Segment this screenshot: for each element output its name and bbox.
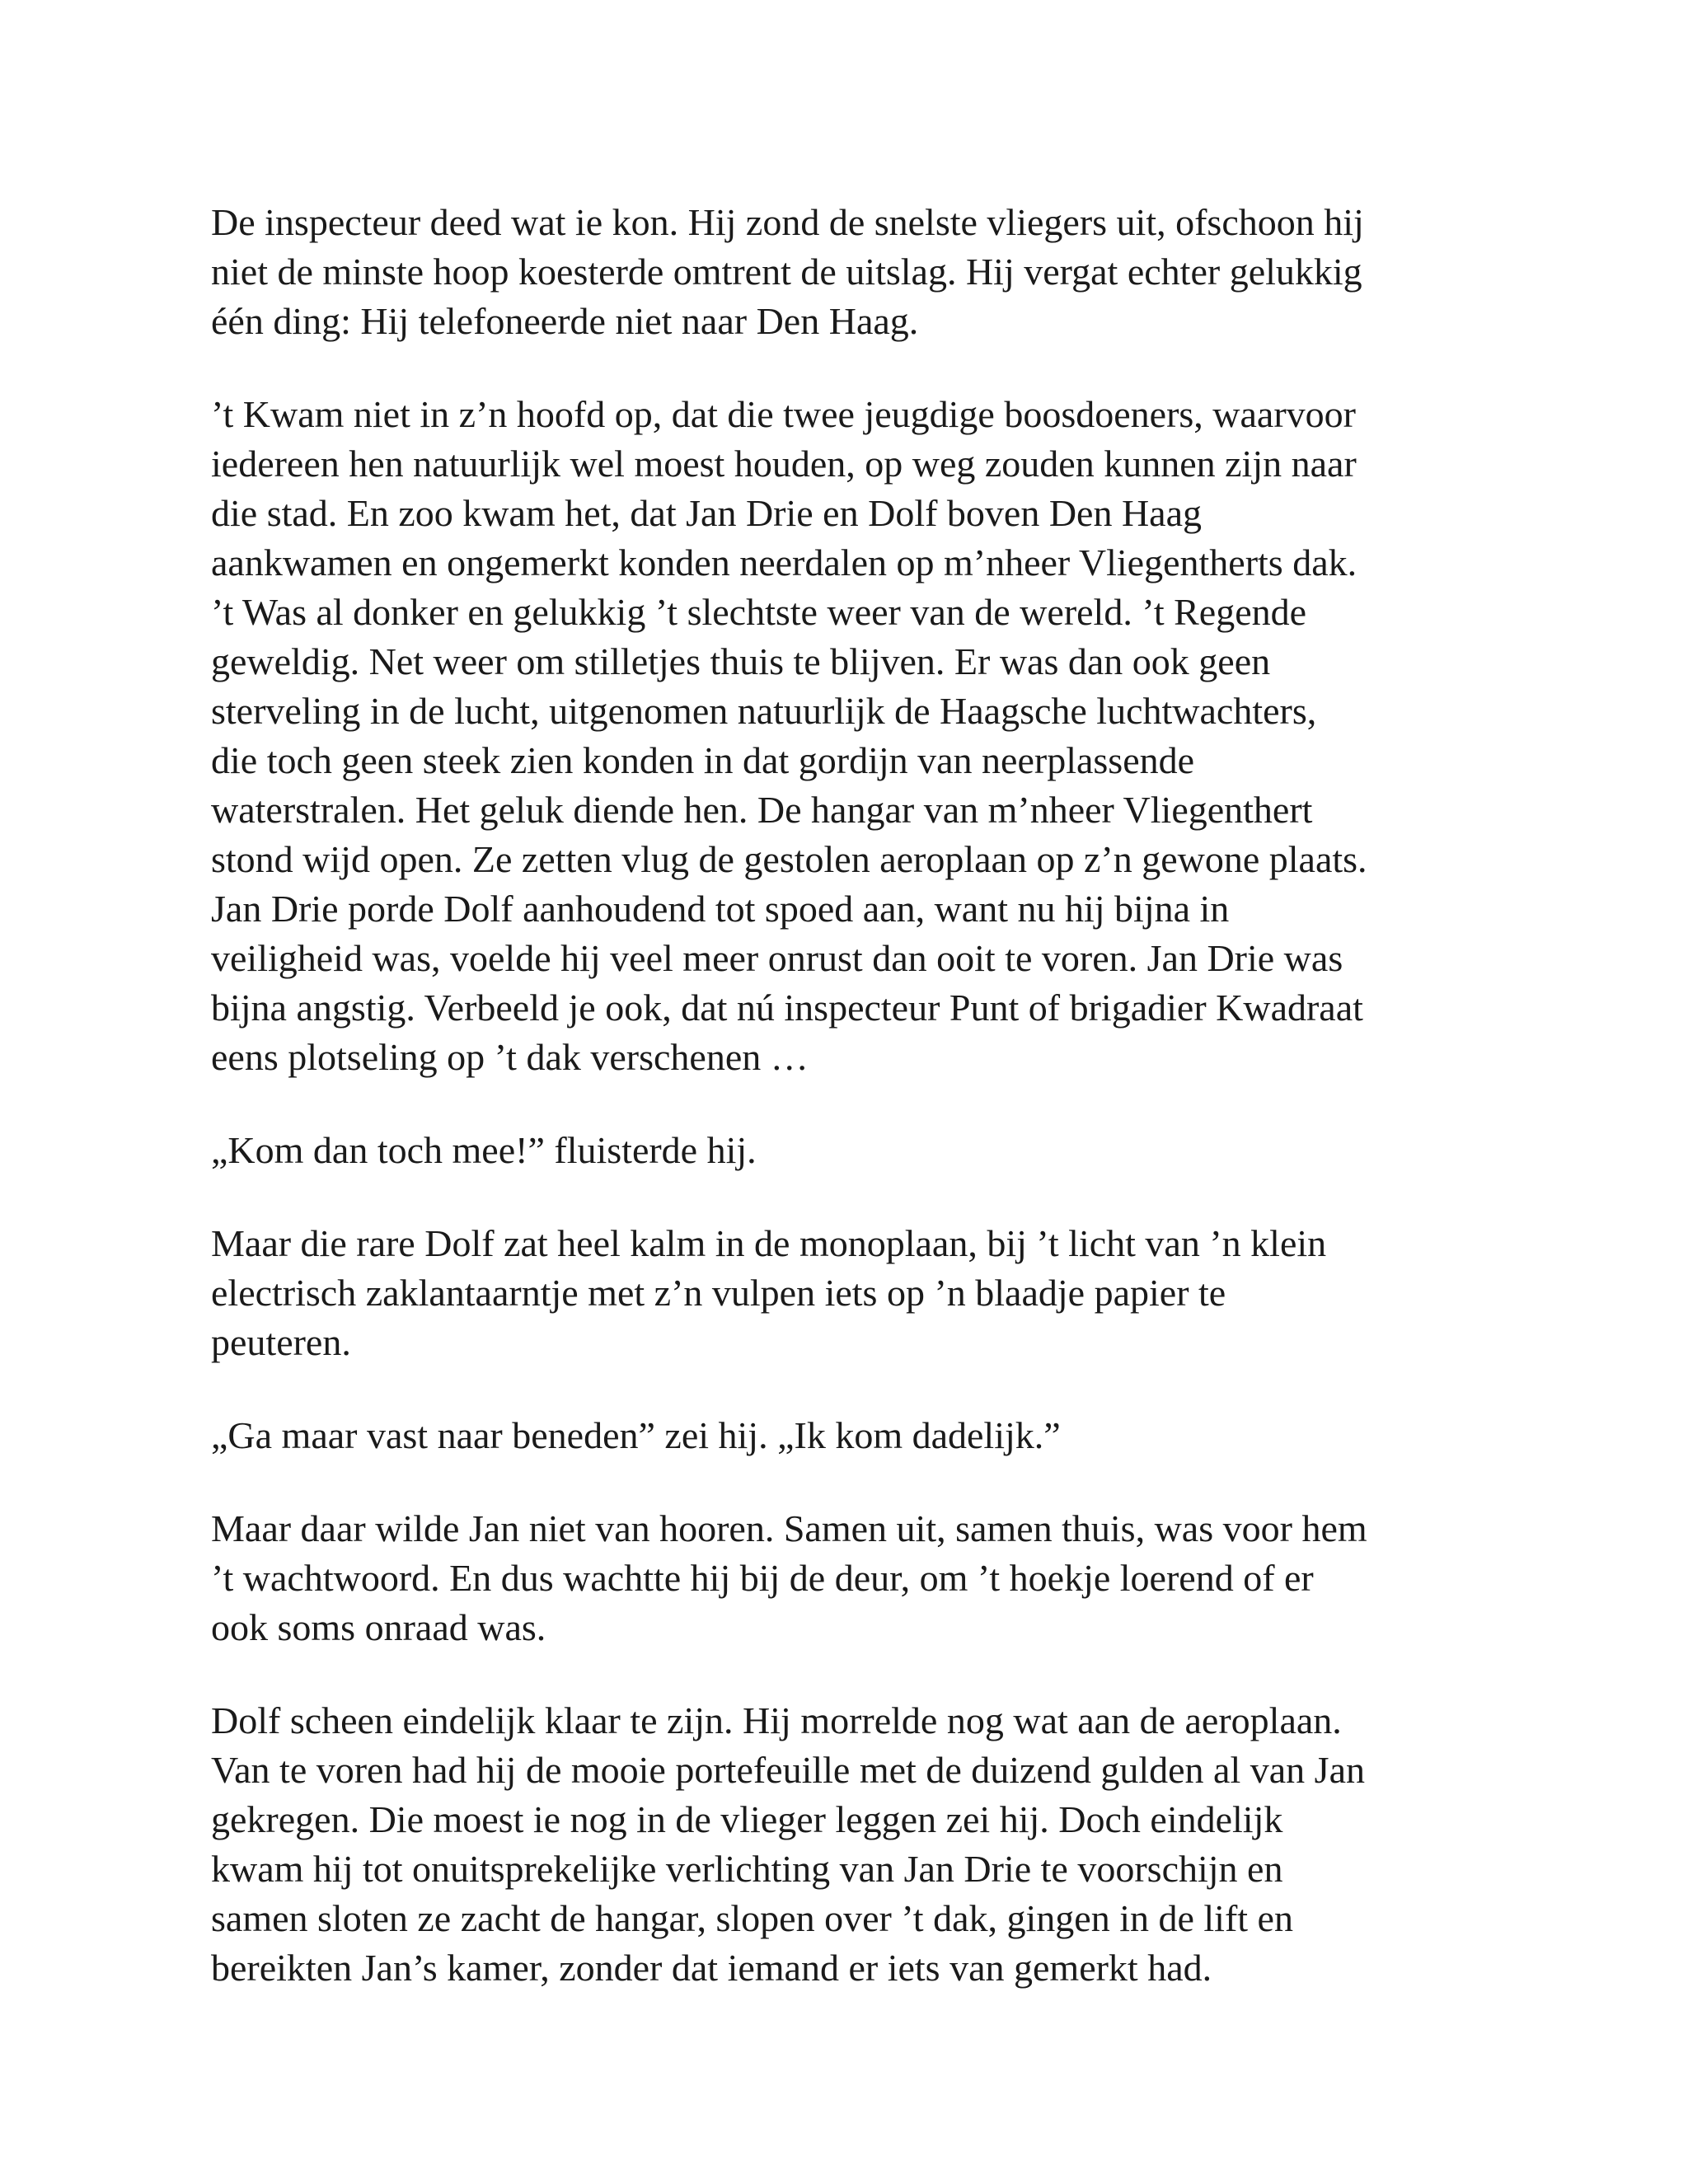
- text-line: stond wijd open. Ze zetten vlug de gestolen aeroplaan op z’n gewone plaats.: [211, 838, 1367, 880]
- text-line: ’t Kwam niet in z’n hoofd op, dat die twee jeugdige boosdoeners, waarvoor: [211, 393, 1356, 435]
- text-line: kwam hij tot onuitsprekelijke verlichting van Jan Drie te voorschijn en: [211, 1848, 1283, 1890]
- text-line: sterveling in de lucht, uitgenomen natuurlijk de Haagsche luchtwachters,: [211, 690, 1317, 732]
- text-line: „Ga maar vast naar beneden” zei hij. „Ik kom dadelijk.”: [211, 1414, 1061, 1456]
- text-line: Maar die rare Dolf zat heel kalm in de monoplaan, bij ’t licht van ’n klein: [211, 1222, 1327, 1264]
- text-line: peuteren.: [211, 1321, 351, 1363]
- paragraph-5: [211, 1411, 1480, 1460]
- text-line: samen sloten ze zacht de hangar, slopen over ’t dak, gingen in de lift en: [211, 1897, 1293, 1939]
- text-line: Dolf scheen eindelijk klaar te zijn. Hij morrelde nog wat aan de aeroplaan.: [211, 1699, 1342, 1741]
- paragraph-4: [211, 1219, 1480, 1367]
- text-line: De inspecteur deed wat ie kon. Hij zond de snelste vliegers uit, ofschoon hij: [211, 201, 1364, 243]
- text-line: geweldig. Net weer om stilletjes thuis te blijven. Er was dan ook geen: [211, 640, 1271, 682]
- text-line: Jan Drie porde Dolf aanhoudend tot spoed aan, want nu hij bijna in: [211, 888, 1230, 930]
- text-line: één ding: Hij telefoneerde niet naar Den Haag.: [211, 300, 919, 342]
- text-line: waterstralen. Het geluk diende hen. De hangar van m’nheer Vliegenthert: [211, 789, 1313, 831]
- text-line: die toch geen steek zien konden in dat gordijn van neerplassende: [211, 739, 1195, 781]
- text-line: electrisch zaklantaarntje met z’n vulpen iets op ’n blaadje papier te: [211, 1272, 1226, 1314]
- text-line: veiligheid was, voelde hij veel meer onrust dan ooit te voren. Jan Drie was: [211, 937, 1343, 979]
- text-line: iedereen hen natuurlijk wel moest houden, op weg zouden kunnen zijn naar: [211, 443, 1357, 485]
- text-line: ’t wachtwoord. En dus wachtte hij bij de deur, om ’t hoekje loerend of er: [211, 1557, 1314, 1599]
- paragraph-3: [211, 1126, 1480, 1175]
- text-line: bereikten Jan’s kamer, zonder dat iemand er iets van gemerkt had.: [211, 1947, 1212, 1989]
- text-line: ’t Was al donker en gelukkig ’t slechtste weer van de wereld. ’t Regende: [211, 591, 1307, 633]
- text-line: aankwamen en ongemerkt konden neerdalen op m’nheer Vliegentherts dak.: [211, 541, 1357, 583]
- text-line: niet de minste hoop koesterde omtrent de uitslag. Hij vergat echter gelukkig: [211, 251, 1362, 293]
- text-line: eens plotseling op ’t dak verschenen …: [211, 1036, 809, 1078]
- text-line: bijna angstig. Verbeeld je ook, dat nú inspecteur Punt of brigadier Kwadraat: [211, 987, 1363, 1029]
- text-line: ook soms onraad was.: [211, 1606, 546, 1648]
- paragraph-2: [211, 390, 1480, 1082]
- paragraph-7: [211, 1696, 1480, 1993]
- text-line: die stad. En zoo kwam het, dat Jan Drie en Dolf boven Den Haag: [211, 492, 1203, 534]
- text-line: Van te voren had hij de mooie portefeuille met de duizend gulden al van Jan: [211, 1749, 1365, 1791]
- document-page: [211, 198, 1480, 2036]
- text-line: „Kom dan toch mee!” fluisterde hij.: [211, 1129, 757, 1171]
- text-line: Maar daar wilde Jan niet van hooren. Samen uit, samen thuis, was voor hem: [211, 1507, 1367, 1549]
- paragraph-1: [211, 198, 1480, 346]
- paragraph-6: [211, 1504, 1480, 1652]
- text-line: gekregen. Die moest ie nog in de vlieger leggen zei hij. Doch eindelijk: [211, 1798, 1283, 1840]
